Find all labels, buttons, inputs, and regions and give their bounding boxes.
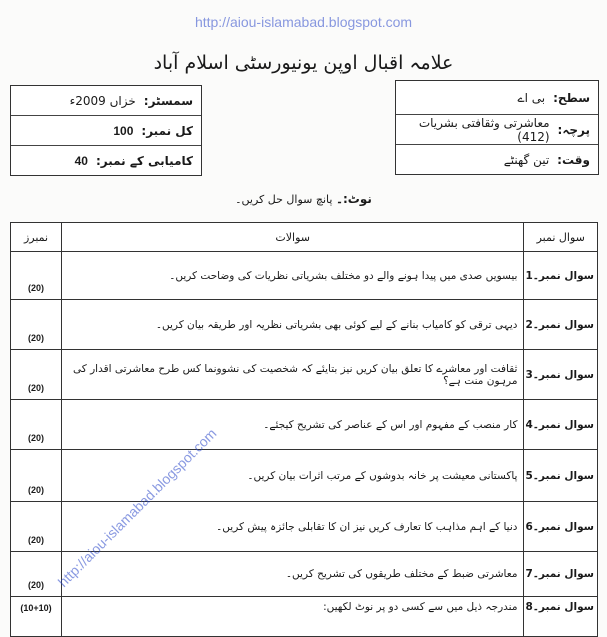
question-text: بیسویں صدی میں پیدا ہونے والے دو مختلف بشریاتی نظریات کی وضاحت کریں۔ [62,252,524,300]
question-number: سوال نمبر۔4 [524,400,598,450]
table-row [11,502,598,552]
pass-marks-value: 40 [74,153,88,168]
level-row [396,81,598,115]
paper-row [396,115,598,145]
exam-info-left [10,85,202,176]
note-text: پانچ سوال حل کریں۔ [235,193,333,206]
question-text: پاکستانی معیشت پر خانہ بدوشوں کے مرتب اثرات بیان کریں۔ [62,450,524,502]
qno-header: سوال نمبر [524,223,598,252]
question-text: دنیا کے اہم مذاہب کا تعارف کریں نیز ان کا تقابلی جائزہ پیش کریں۔ [62,502,524,552]
question-number: سوال نمبر۔2 [524,300,598,350]
semester-value: خزاں 2009ء [69,93,136,108]
question-text: کار منصب کے مفہوم اور اس کے عناصر کی تشریح کیجئے۔ [62,400,524,450]
question-text: معاشرتی ضبط کے مختلف طریقوں کی تشریح کریں۔ [62,552,524,597]
table-row [11,300,598,350]
watermark-url: http://aiou-islamabad.blogspot.com [194,14,413,30]
time-value: تین گھنٹے [503,152,550,167]
question-number: سوال نمبر۔7 [524,552,598,597]
marks-header: نمبرز [11,223,62,252]
question-number: سوال نمبر۔3 [524,350,598,400]
table-header-row [11,223,598,252]
question-text: مندرجہ ذیل میں سے کسی دو پر نوٹ لکھیں: [62,597,524,637]
semester-label: سمسٹر: [143,93,193,108]
question-marks: (20) [11,552,62,597]
university-title: علامہ اقبال اوپن یونیورسٹی اسلام آباد [153,52,454,74]
question-marks: (20) [11,502,62,552]
question-marks: (20) [11,450,62,502]
questions-header: سوالات [62,223,524,252]
watermark-url: http://aiou-islamabad.blogspot.com [54,425,220,590]
level-label: سطح: [553,90,590,105]
question-number: سوال نمبر۔6 [524,502,598,552]
paper-label: پرچہ: [557,122,590,137]
question-number: سوال نمبر۔1 [524,252,598,300]
instruction-note [0,192,607,206]
pass-marks-row [11,146,201,175]
question-number: سوال نمبر۔5 [524,450,598,502]
note-label: نوٹ:۔ [335,192,372,206]
question-marks: (20) [11,350,62,400]
semester-row [11,86,201,116]
question-marks: (20) [11,252,62,300]
total-marks-value: 100 [113,123,134,138]
table-row [11,400,598,450]
pass-marks-label: کامیابی کے نمبر: [95,153,193,168]
table-row [11,350,598,400]
level-value: بی اے [517,90,546,105]
questions-table [10,222,598,637]
total-marks-row [11,116,201,146]
question-text: دیہی ترقی کو کامیاب بنانے کے لیے کوئی بھی بشریاتی نظریہ اور طریقہ بیان کریں۔ [62,300,524,350]
table-row [11,552,598,597]
question-marks: (20) [11,300,62,350]
question-marks: (20) [11,400,62,450]
exam-info-right [395,80,599,175]
time-label: وقت: [557,152,590,167]
total-marks-label: کل نمبر: [141,123,193,138]
time-row [396,145,598,174]
table-row [11,450,598,502]
table-row [11,252,598,300]
question-number: سوال نمبر۔8 [524,597,598,637]
question-text: ثقافت اور معاشرے کا تعلق بیان کریں نیز بتایئے کہ شخصیت کی نشوونما کس طرح معاشرتی اقدار کی مرہون منت ہے؟ [62,350,524,400]
question-marks: (10+10) [11,597,62,637]
paper-value: معاشرتی وثقافتی بشریات (412) [418,115,550,144]
table-row [11,597,598,637]
